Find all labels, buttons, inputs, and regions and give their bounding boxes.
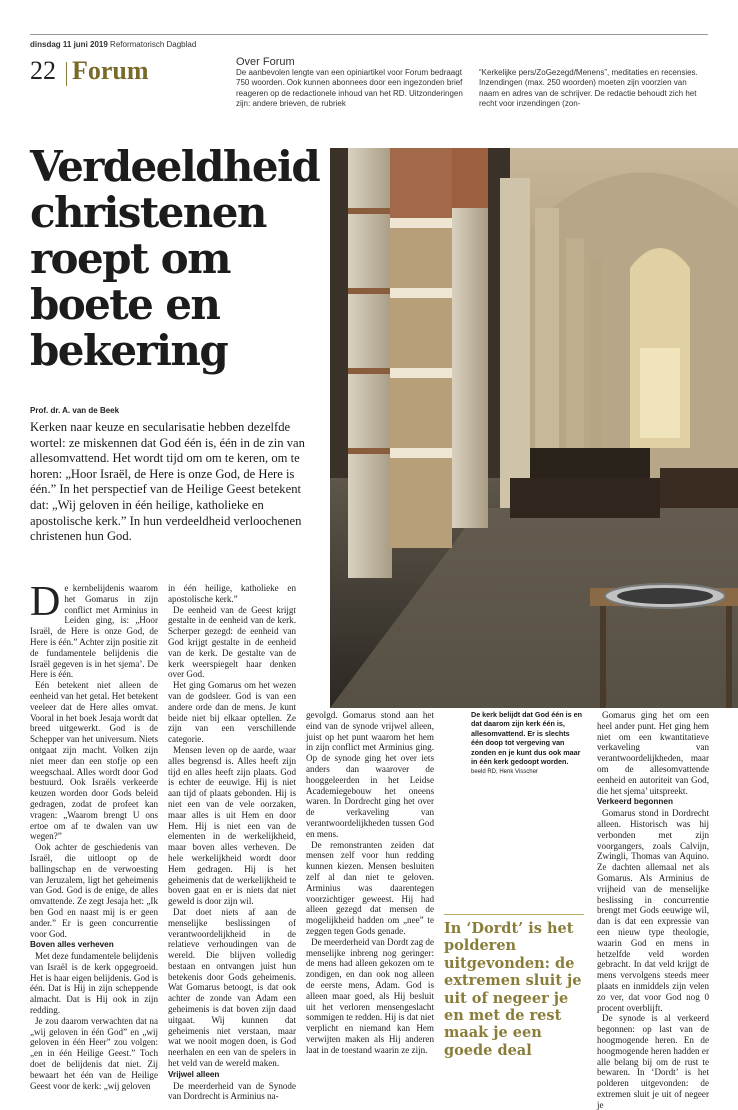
paragraph: Het ging Gomarus om het wezen van de godsleer. God is van een andere orde dan de mens. Je kunt beide niet bij elkaar optellen. Ze zijn van een verschillende categorie. [168,680,296,745]
body-column-2 [168,583,296,1102]
paragraph: De remonstranten zeiden dat mensen zelf voor hun redding kunnen kiezen. Mensen besluiten zelf al dan niet te geloven. Arminius was daarentegen voorzichtiger geweest. Hij had alleen gezegd dat mensen de mogelijkheid hadden om „nee” te zeggen tegen Gods genade. [306,839,434,936]
paragraph: Met deze fundamentele belijdenis van Israël is de kerk opgegroeid. Het is haar eigen belijdenis. God is één. Dat is Hij in zijn scheppende almacht. Dat is Hij ook in zijn redding. [30,951,158,1016]
body-column-1 [30,579,158,1091]
paragraph: Mensen leven op de aarde, waar alles begrensd is. Alles heeft zijn tijd en alles heeft zijn plaats. God is echter de eeuwige. Hij is niet aan tijd of plaats gebonden. Hij is niet een van de vele oorzaken, maar alles is uit Hem en door Hem. Hij is niet een van de elementen in de werkelijkheid, maar boven alles verheven. De hele werkelijkheid wordt door Hem gedragen. Hij is het geheimenis dat de werkelijkheid te boven gaat en er is niets dat niet geweld is door zijn wil. [168,744,296,907]
church-nave-photo [330,148,738,708]
about-forum-box [236,57,708,109]
body-column-3 [306,710,434,1056]
paragraph: in één heilige, katholieke en apostolische kerk.” [168,583,296,604]
paragraph: De meerderheid van Dordt zag de menselijke inbreng nog geringer: de mens had alleen gekozen om te zondigen, en dan ook nog alleen de eerste mens, Adam. God is alleen maar goed, als Hij besluit uit het verloren mensengeslacht sommigen te redden. Hij is dat niet verplicht en niemand kan Hem verwijten maken als Hij anderen laat in de toestand waarin ze zijn. [306,936,434,1055]
newspaper-name: Reformatorisch Dagblad [110,40,197,49]
paragraph: De meerderheid van de Synode van Dordrecht is Arminius na- [168,1080,296,1102]
top-rule [30,34,708,35]
paragraph: Gomarus stond in Dordrecht alleen. Historisch was hij verbonden met zijn voorgangers, zoals Calvijn, Zwingli, Thomas van Aquino. Ze dachten allemaal net als Gomarus. Als Arminius de vrijheid van de menselijke beslissing in concurrentie brengt met Gods eeuwige wil, dan is dat een expressie van een nieuw type theologie, waarin God en mens in hetzelfde veld worden gebracht. In dat veld krijgt de mens vervolgens steeds meer plaats en inmiddels zijn velen zo ver, dat voor God nog 0 procent overblijft. [597,808,709,1013]
paragraph: Eén betekent niet alleen de eenheid van het getal. Het betekent veeleer dat de Here alles omvat. Vooral in het boek Jesaja wordt dat breed uitgewerkt. God is de Schepper van het universum. Niets ontgaat zijn macht. Volken zijn niet meer dan een stofje op een weegschaal. Alles wordt door God bestuurd. Ook Israëls verkeerde keuzen worden door Gods beleid gedragen, zodat de profeet kan vragen: „Waarom brengt U ons ertoe om af te dwalen van uw wegen?” [30,680,158,842]
paragraph: e kernbelijdenis waarom het Gomarus in zijn conflict met Arminius in Leiden ging, is: „Hoor Israël, de Here is onze God, de Here is één.” Achter zijn positie zit de fundamentele belijdenis die Israël gegeven is in het sjema’. De Here is één. [30,583,158,680]
about-forum-title: Over Forum [236,56,295,68]
paragraph: De synode is al verkeerd begonnen: op last van de hoogmogende heren. En de hoogmogende heren hadden er alle belang bij om de rust te bewaren. In ‘Dordt’ is het polderen uitgevonden: de extremen sluit je uit of negeer je [597,1013,709,1110]
pullquote-rule [444,914,584,915]
photo-caption [471,710,583,778]
headline: Verdeeldheid christenen roept om boete en bekering [30,142,320,375]
lead-paragraph: Kerken naar keuze en secularisatie hebben dezelfde wortel: ze miskennen dat God één is, één in de zin van allesomvattend. Het wordt tijd om om te keren, om te horen: „Hoor Israël, de Here is onze God, de Here is één.” In het perspectief van de Heilige Geest betekent dat: „Wij geloven in één heilige, katholieke en apostolische kerk.” In hun verdeeldheid verloochenen christenen hun God. [30,420,305,544]
section-title: Forum [72,56,149,85]
caption-text: De kerk belijdt dat God één is en dat daarom zijn kerk één is, allesomvattend. Er is slechts één doop tot vergeving van zonden en je kunt dus ook maar in één kerk gedoopt worden. [471,710,583,767]
body-column-4 [597,710,709,1110]
subheading: Boven alles verheven [30,940,114,950]
paragraph: De eenheid van de Geest krijgt gestalte in de eenheid van de kerk. Scherper gezegd: de eenheid van God krijgt gestalte in de eenheid van de kerk. De gestalte van de kerk weerspiegelt haar denken over God. [168,604,296,680]
subheading: Vrijwel alleen [168,1069,220,1079]
paragraph: Ook achter de geschiedenis van Israël, die uitloopt op de ballingschap en de verwoesting van Jeruzalem, ligt het geheimenis van God. God is de enige, de alles omvattende. Ze zegt Jesaja het: „Ik ben God en naast mij is er geen ander.” Er is geen concurrentie voor God. [30,842,158,939]
byline: Prof. dr. A. van de Beek [30,406,120,415]
drop-cap: D [30,579,61,625]
paragraph: gevolgd. Gomarus stond aan het eind van de synode vrijwel alleen, juist op het punt waarom het hem in zijn conflict met Arminius ging. Op de synode ging het over iets anders dan waarover de hooggeleerden in het Leidse Academiegebouw het oneens waren. In Dordrecht ging het over de verkaveling van verantwoordelijkheden tussen God en mens. [306,710,434,839]
paragraph: Je zou daarom verwachten dat na „wij geloven in één God” en „wij geloven in één Heer” zou volgen: „en in één Heilige Geest.” Toch doet de belijdenis dat niet. Zij bewaart het één van de Heilige Geest voor de kerk: „wij geloven [30,1015,158,1091]
page-divider [66,62,67,86]
about-forum-text-1: De aanbevolen lengte van een opiniartikel voor Forum bedraagt 750 woorden. Ook kunnen abonnees door een ingezonden brief reageren op de redactionele inhoud van het RD. Uitzonderingen zijn: andere brieven, de rubriek [236,68,463,108]
paragraph: Gomarus ging het om een heel ander punt. Het ging hem niet om een kwantitatieve verkaveling van verantwoordelijkheden, maar om de allesomvattende eenheid en autoriteit van God, die het sjema’ uitspreekt. [597,710,709,796]
paragraph: Dat doet niets af aan de menselijke beslissingen of verantwoordelijkheid in de relatieve verhoudingen van de wereld. Die blijven volledig bestaan en ontvangen juist hun betekenis door Gods geheimenis. Wat Gomarus betoogt, is dat ook achter de zonde van Adam een geheimenis is dat boven zijn daad uitgaat. Wij kunnen dat geheimenis niet verstaan, maar wat we nooit mogen doen, is God neerhalen en een van de spelers in het veld van de wereld maken. [168,906,296,1069]
issue-date: dinsdag 11 juni 2019 [30,40,108,49]
page-number: 22 [30,56,56,85]
dateline [30,40,196,49]
about-forum-text-2: “Kerkelijke pers/ZoGezegd/Menens”, meditaties en recensies. Inzendingen (max. 250 woorden) moeten zijn voorzien van naam en adres van de schrijver. De redactie behoudt zich het recht voor inzendingen (zon- [479,68,698,108]
pullquote: In ‘Dordt’ is het polderen uitgevonden: de extremen sluit je uit of negeer je en met de rest maak je een goede deal [444,920,582,1059]
church-nave-illustration [330,148,738,708]
subheading: Verkeerd begonnen [597,797,673,807]
photo-credit: beeld RD, Henk Visscher [471,769,538,776]
